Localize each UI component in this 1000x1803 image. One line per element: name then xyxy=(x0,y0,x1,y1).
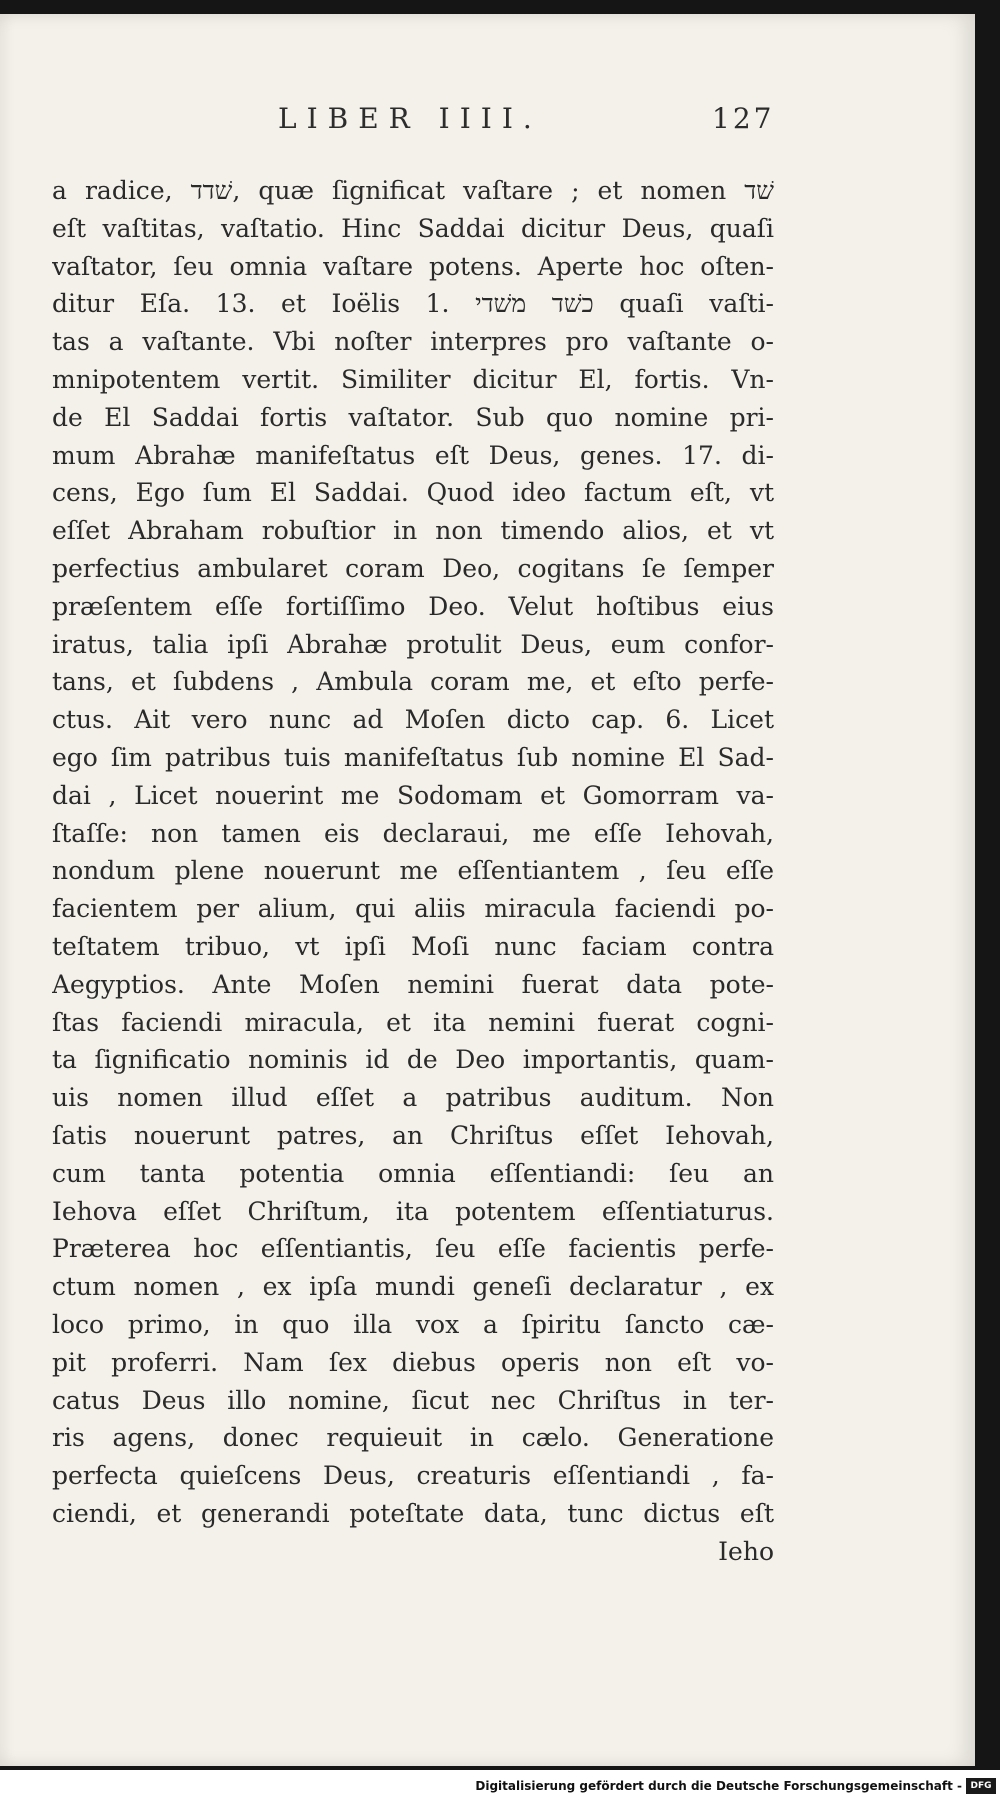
text-line: præſentem eſſe fortiſſimo Deo. Velut hoſtibus eius xyxy=(52,591,774,621)
text-line: ſatis nouerunt patres, an Chriſtus eſſet Iehovah, xyxy=(52,1120,774,1150)
text-line: de El Saddai fortis vaſtator. Sub quo nomine pri- xyxy=(52,402,774,432)
digitization-footer xyxy=(0,1774,1000,1803)
text-line: teſtatem tribuo, vt ipſi Moſi nunc faciam contra xyxy=(52,931,774,961)
text-line: ciendi, et generandi poteſtate data, tunc dictus eſt xyxy=(52,1498,774,1528)
text-line: Aegyptios. Ante Moſen nemini fuerat data pote- xyxy=(52,969,774,999)
text-line: ſtaſſe: non tamen eis declaraui, me eſſe Iehovah, xyxy=(52,818,774,848)
text-line: ris agens, donec requieuit in cælo. Generatione xyxy=(52,1423,774,1453)
text-line: cum tanta potentia omnia eſſentiandi: ſeu an xyxy=(52,1158,774,1188)
text-line: loco primo, in quo illa vox a ſpiritu ſancto cæ- xyxy=(52,1309,774,1339)
running-head: LIBER IIII. xyxy=(278,102,542,135)
funding-credit: Digitalisierung gefördert durch die Deutsche Forschungsgemeinschaft - xyxy=(475,1779,962,1793)
page-number: 127 xyxy=(712,102,775,135)
text-line: Iehova eſſet Chriſtum, ita potentem eſſentiaturus. xyxy=(52,1196,774,1226)
text-block xyxy=(52,172,774,1570)
catchword: Ieho xyxy=(718,1536,774,1566)
text-line: perfectius ambularet coram Deo, cogitans ſe ſemper xyxy=(52,553,774,583)
text-line: dai , Licet nouerint me Sodomam et Gomorram va- xyxy=(52,780,774,810)
text-line: uis nomen illud eſſet a patribus auditum. Non xyxy=(52,1083,774,1113)
text-line: ctum nomen , ex ipſa mundi geneſi declaratur , ex xyxy=(52,1272,774,1302)
text-line: a radice, שׁדד, quæ ſignificat vaſtare ; et nomen שׁד xyxy=(52,176,774,205)
text-line: facientem per alium, qui aliis miracula faciendi po- xyxy=(52,894,774,924)
text-line: ditur Eſa. 13. et Ioëlis 1. כשׁד משׁדי quaſi vaſti- xyxy=(52,289,774,319)
book-page xyxy=(0,14,975,1766)
text-line: tans, et ſubdens , Ambula coram me, et eſto perfe- xyxy=(52,667,774,697)
page-header xyxy=(0,102,780,152)
text-line: mum Abrahæ manifeſtatus eſt Deus, genes. 17. di- xyxy=(52,440,774,470)
dfg-logo-icon: DFG xyxy=(966,1778,996,1794)
text-line: Præterea hoc eſſentiantis, ſeu eſſe facientis perfe- xyxy=(52,1234,774,1264)
text-line: eſt vaſtitas, vaſtatio. Hinc Saddai dicitur Deus, quaſi xyxy=(52,213,774,243)
text-line: ego ſim patribus tuis manifeſtatus ſub nomine El Sad- xyxy=(52,742,774,772)
text-line: perfecta quieſcens Deus, creaturis eſſentiandi , fa- xyxy=(52,1461,774,1491)
text-line: pit proferri. Nam ſex diebus operis non eſt vo- xyxy=(52,1347,774,1377)
text-line: ſtas faciendi miracula, et ita nemini fuerat cogni- xyxy=(52,1007,774,1037)
text-line: ta ſignificatio nominis id de Deo importantis, quam- xyxy=(52,1045,774,1075)
text-line: ctus. Ait vero nunc ad Moſen dicto cap. 6. Licet xyxy=(52,705,774,735)
text-line: iratus, talia ipſi Abrahæ protulit Deus, eum confor- xyxy=(52,629,774,659)
text-line: nondum plene nouerunt me eſſentiantem , ſeu eſſe xyxy=(52,856,774,886)
text-line: vaſtator, ſeu omnia vaſtare potens. Aperte hoc oſten- xyxy=(52,251,774,281)
text-line: eſſet Abraham robuſtior in non timendo alios, et vt xyxy=(52,516,774,546)
text-line: catus Deus illo nomine, ſicut nec Chriſtus in ter- xyxy=(52,1385,774,1415)
text-line: mnipotentem vertit. Similiter dicitur El, fortis. Vn- xyxy=(52,364,774,394)
text-line: cens, Ego ſum El Saddai. Quod ideo factum eſt, vt xyxy=(52,478,774,508)
text-line: tas a vaſtante. Vbi noſter interpres pro vaſtante o- xyxy=(52,327,774,357)
